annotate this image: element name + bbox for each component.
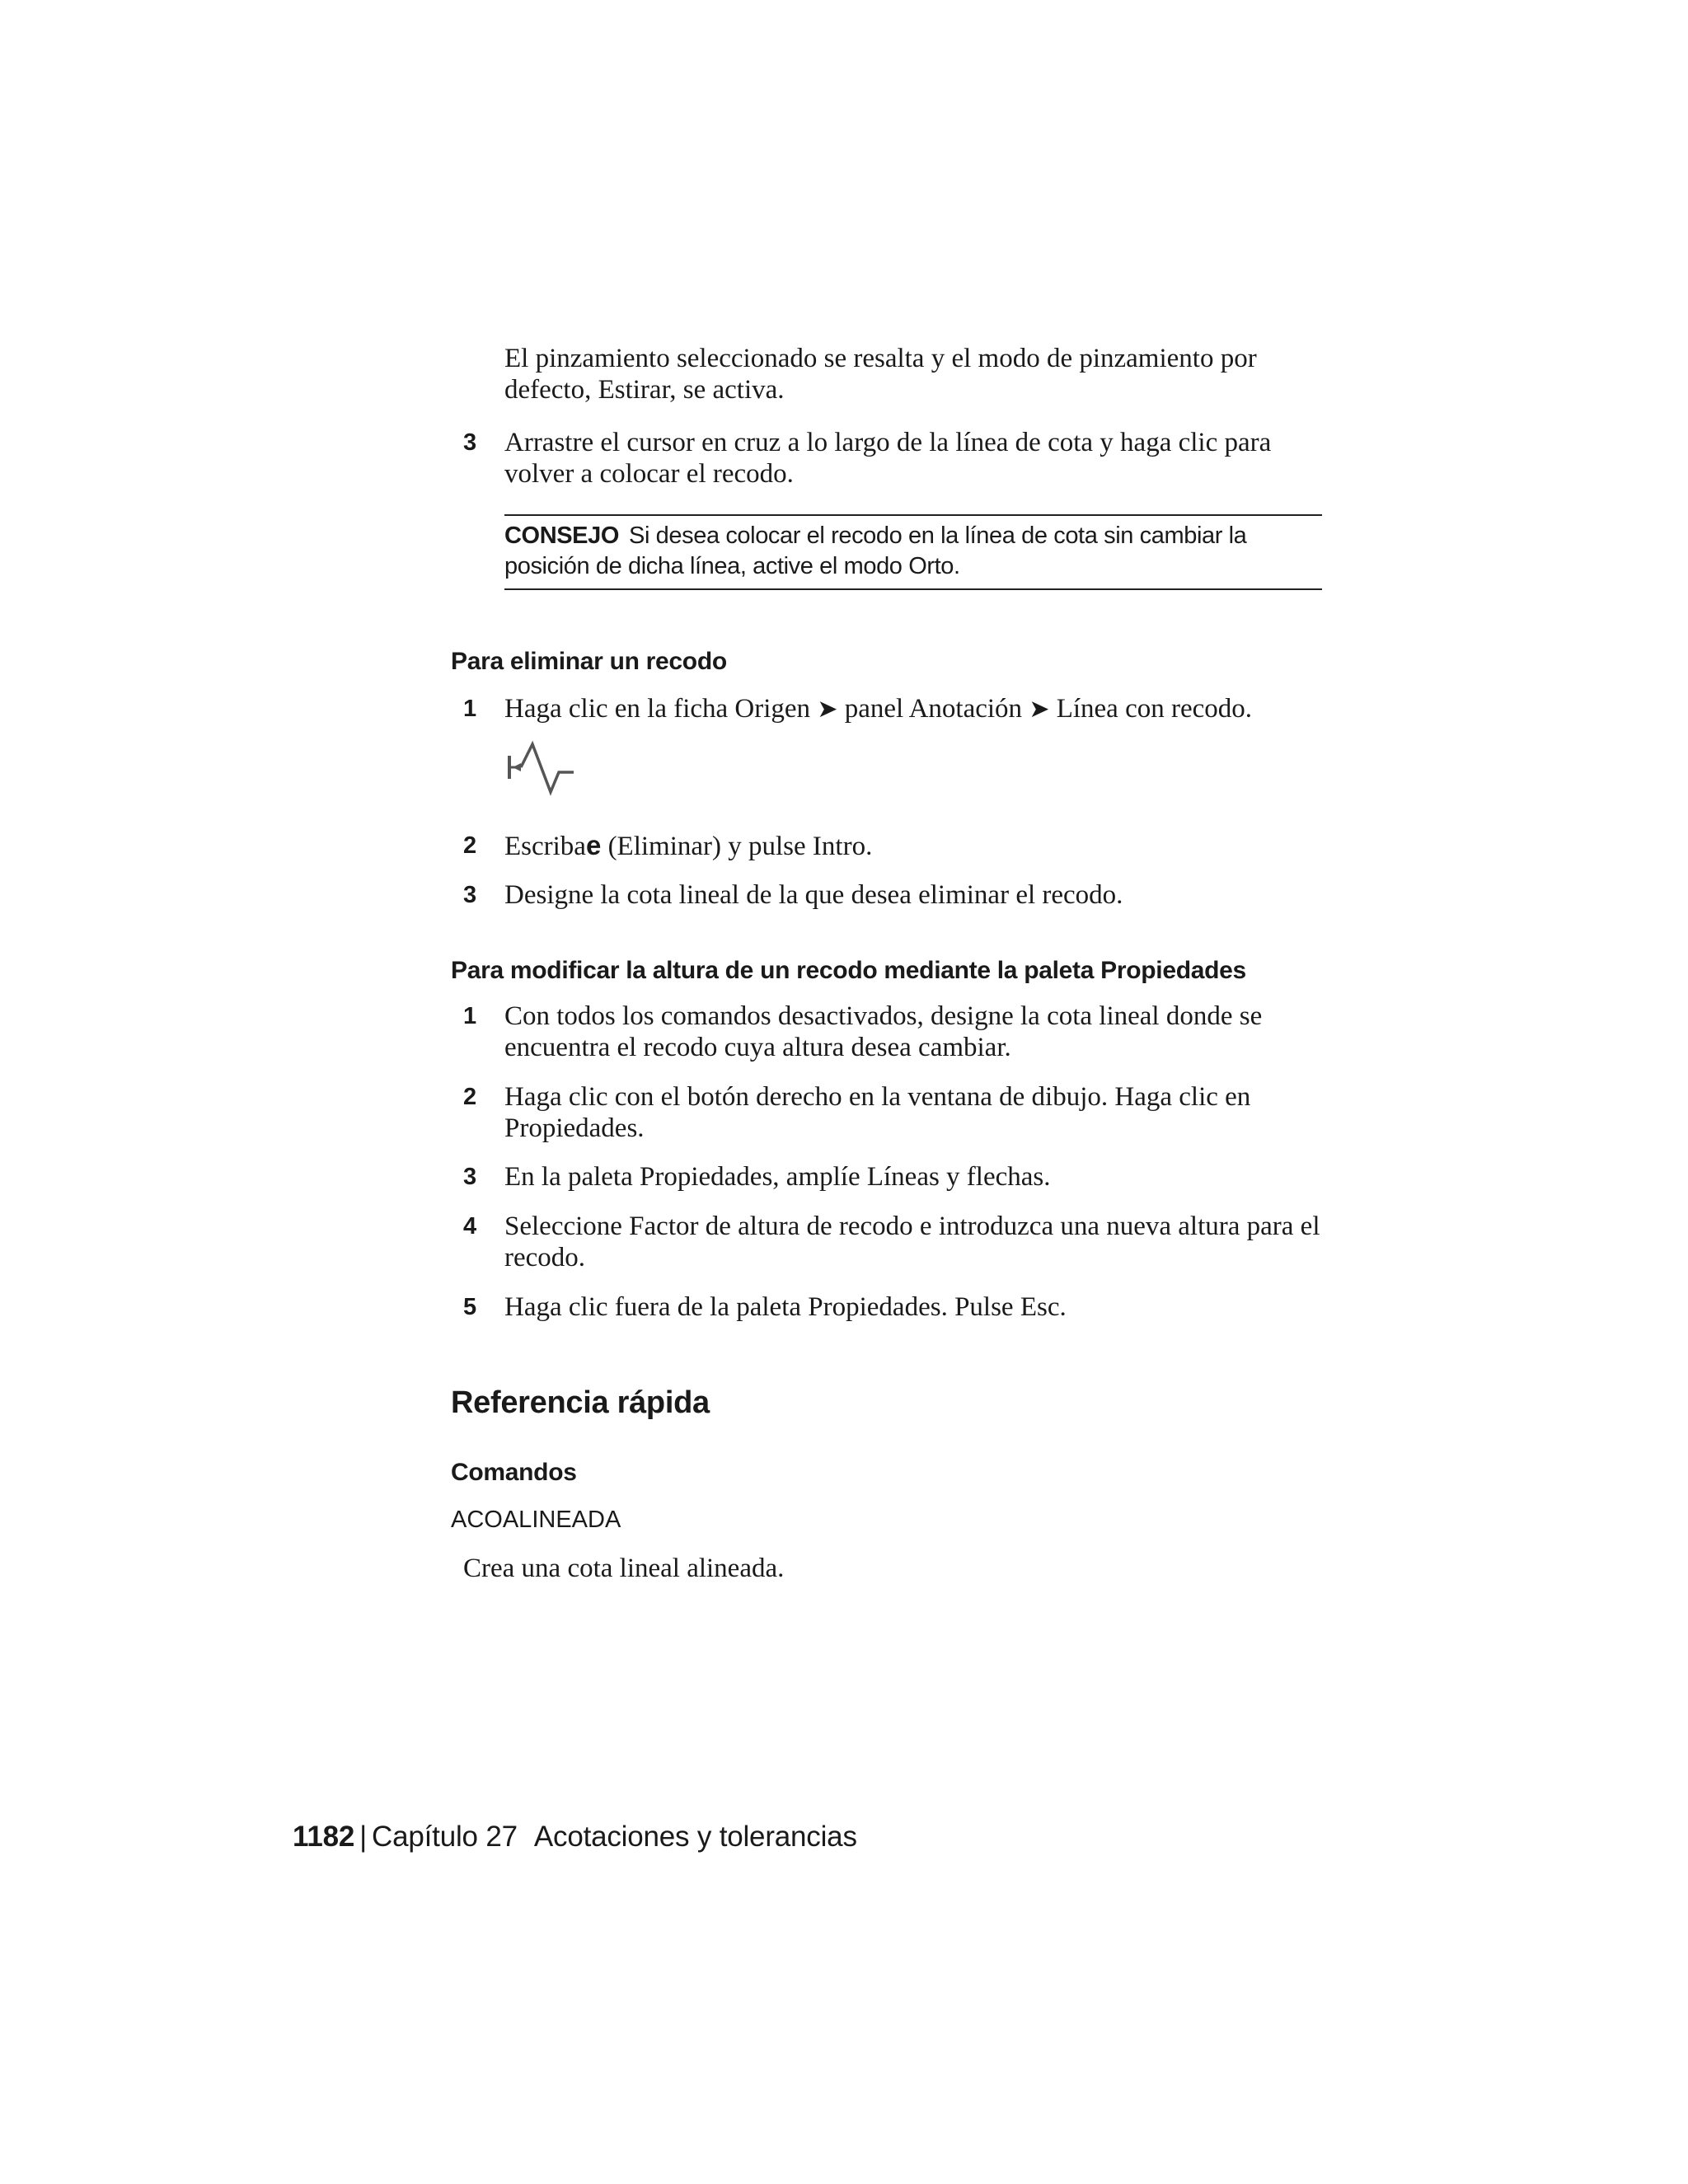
remove-step-2 — [463, 830, 1337, 863]
step-text-part: Haga clic en la ficha Origen — [504, 694, 811, 724]
step-text: Designe la cota lineal de la que desea eliminar el recodo. — [504, 880, 1123, 910]
step-number: 3 — [463, 1164, 477, 1190]
step-number: 2 — [463, 1084, 477, 1110]
step-text — [504, 693, 1329, 725]
path-arrow-icon: ➤ — [817, 695, 838, 724]
modify-jog-heading: Para modificar la altura de un recodo mediante la paleta Propiedades — [451, 957, 1246, 984]
step-text-part: Escriba — [504, 832, 586, 861]
step-number: 3 — [463, 429, 477, 456]
chapter-title: Acotaciones y tolerancias — [533, 1821, 857, 1853]
command-name: ACOALINEADA — [451, 1507, 621, 1533]
step-drag — [463, 427, 1337, 493]
step-text: En la paleta Propiedades, amplíe Líneas y flechas. — [504, 1162, 1051, 1192]
modify-step-4 — [463, 1211, 1337, 1277]
step-text-part: (Eliminar) y pulse Intro. — [601, 832, 873, 861]
remove-step-3 — [463, 879, 1337, 912]
step-number: 2 — [463, 832, 477, 859]
tip-box — [504, 514, 1322, 590]
page-number: 1182 — [293, 1821, 355, 1853]
step-text: Con todos los comandos desactivados, designe la cota lineal donde se encuentra el recodo cuya altura desea cambiar. — [504, 1001, 1263, 1062]
modify-step-1 — [463, 1001, 1337, 1066]
remove-jog-heading: Para eliminar un recodo — [451, 648, 727, 675]
tip-label: CONSEJO — [504, 523, 620, 549]
command-description: Crea una cota lineal alineada. — [463, 1554, 785, 1583]
tip-text: Si desea colocar el recodo en la línea de cota sin cambiar la posición de dicha línea, active el modo Orto. — [504, 523, 1247, 579]
step-number: 4 — [463, 1213, 477, 1240]
key-name: e — [585, 830, 602, 860]
modify-step-2 — [463, 1081, 1337, 1147]
step-number: 1 — [463, 696, 477, 722]
jog-line-icon — [504, 738, 579, 804]
quick-reference-title: Referencia rápida — [451, 1385, 710, 1420]
step-text: Seleccione Factor de altura de recodo e introduzca una nueva altura para el recodo. — [504, 1212, 1320, 1272]
chapter-label: Capítulo 27 — [372, 1821, 518, 1853]
step-number: 5 — [463, 1294, 477, 1320]
step-text-part: panel Anotación — [844, 694, 1023, 724]
page-footer — [293, 1820, 857, 1854]
step-number: 1 — [463, 1003, 477, 1029]
step-text: Arrastre el cursor en cruz a lo largo de la línea de cota y haga clic para volver a colocar el recodo. — [504, 428, 1272, 489]
intro-paragraph: El pinzamiento seleccionado se resalta y el modo de pinzamiento por defecto, Estirar, se activa. — [504, 344, 1257, 405]
remove-step-1 — [463, 693, 1337, 726]
step-text-part: Línea con recodo. — [1056, 694, 1253, 724]
path-arrow-icon: ➤ — [1029, 695, 1050, 724]
step-text — [504, 830, 1329, 862]
footer-separator: | — [359, 1821, 368, 1853]
commands-heading: Comandos — [451, 1459, 577, 1486]
modify-step-3 — [463, 1161, 1337, 1194]
step-text: Haga clic con el botón derecho en la ventana de dibujo. Haga clic en Propiedades. — [504, 1082, 1251, 1143]
modify-step-5 — [463, 1291, 1337, 1324]
step-number: 3 — [463, 882, 477, 908]
step-text: Haga clic fuera de la paleta Propiedades. Pulse Esc. — [504, 1292, 1067, 1322]
